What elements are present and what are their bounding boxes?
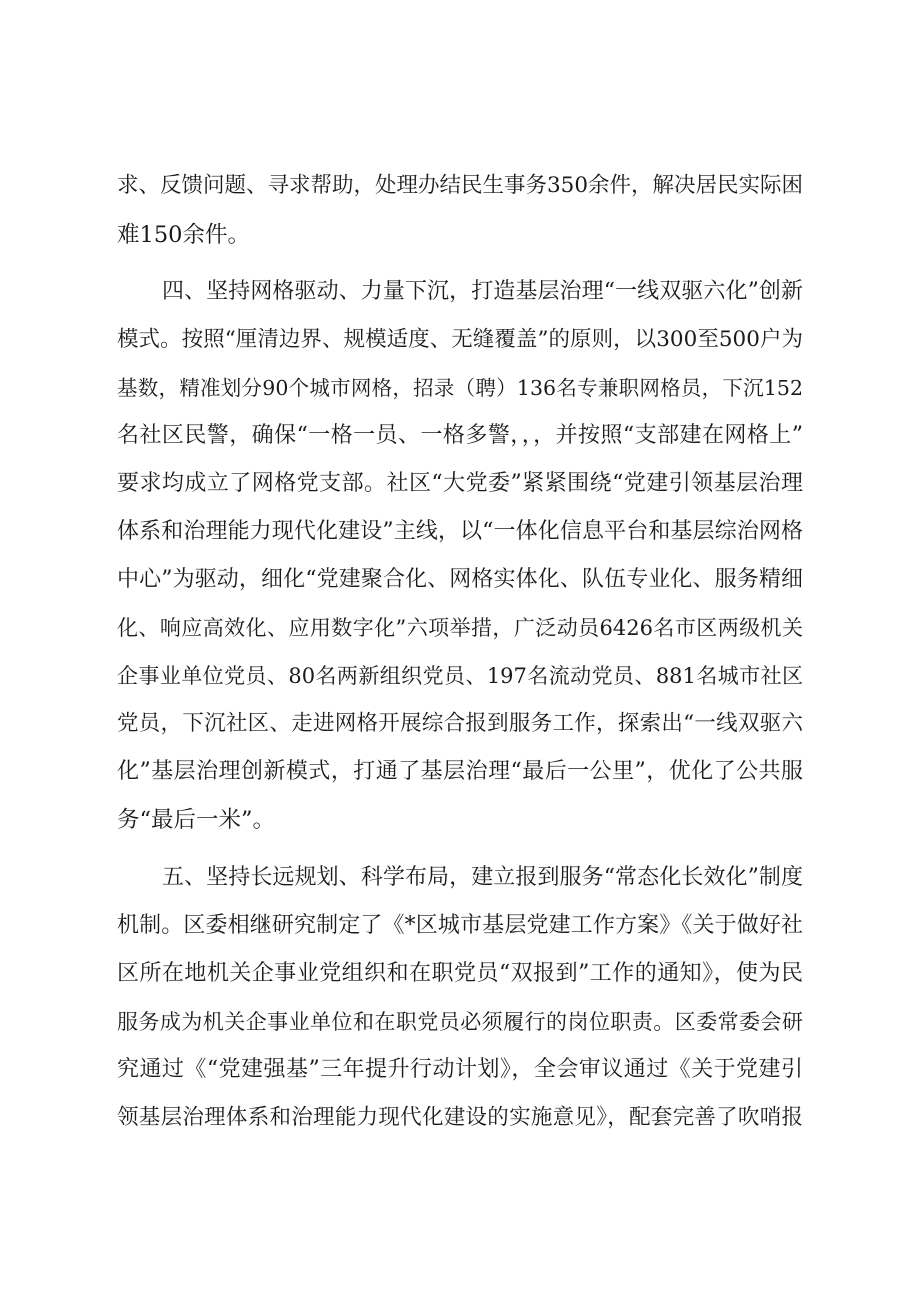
text-line: 模式。按照“厘清边界、规模适度、无缝覆盖”的原则，以300至500户为 [117, 327, 803, 352]
text-line: 五、坚持长远规划、科学布局，建立报到服务“常态化长效化”制度 [162, 865, 803, 890]
text-line: 党员，下沉社区、走进网格开展综合报到服务工作，探索出“一线双驱六 [117, 711, 803, 736]
text-line: 名社区民警，确保“一格一员、一格多警，，，并按照“支部建在网格上” [117, 423, 803, 448]
text-line: 化”基层治理创新模式，打通了基层治理“最后一公里”，优化了公共服 [117, 759, 803, 784]
text-line: 要求均成立了网格党支部。社区“大党委”紧紧围绕“党建引领基层治理 [117, 471, 803, 496]
text-line: 难150余件。 [117, 222, 250, 248]
text-line: 四、坚持网格驱动、力量下沉，打造基层治理“一线双驱六化”创新 [162, 279, 803, 304]
text-line: 区所在地机关企事业党组织和在职党员“双报到”工作的通知》，使为民 [117, 961, 803, 986]
text-line: 究通过《“党建强基”三年提升行动计划》，全会审议通过《关于党建引 [117, 1057, 803, 1082]
text-line: 领基层治理体系和治理能力现代化建设的实施意见》，配套完善了吹哨报 [117, 1105, 803, 1130]
text-line: 中心”为驱动，细化“党建聚合化、网格实体化、队伍专业化、服务精细 [117, 567, 803, 592]
text-line: 务“最后一米”。 [117, 807, 276, 833]
text-line: 服务成为机关企事业单位和在职党员必须履行的岗位职责。区委常委会研 [117, 1010, 803, 1034]
text-line: 机制。区委相继研究制定了《*区城市基层党建工作方案》《关于做好社 [117, 913, 803, 938]
text-line: 体系和治理能力现代化建设”主线，以“一体化信息平台和基层综治网格 [117, 519, 803, 544]
text-line: 求、反馈问题、寻求帮助，处理办结民生事务350余件，解决居民实际困 [117, 173, 804, 198]
text-line: 基数，精准划分90个城市网格，招录（聘）136名专兼职网格员，下沉152 [117, 376, 803, 400]
text-line: 企事业单位党员、80名两新组织党员、197名流动党员、881名城市社区 [117, 664, 803, 688]
text-line: 化、响应高效化、应用数字化”六项举措，广泛动员6426名市区两级机关 [117, 616, 803, 640]
